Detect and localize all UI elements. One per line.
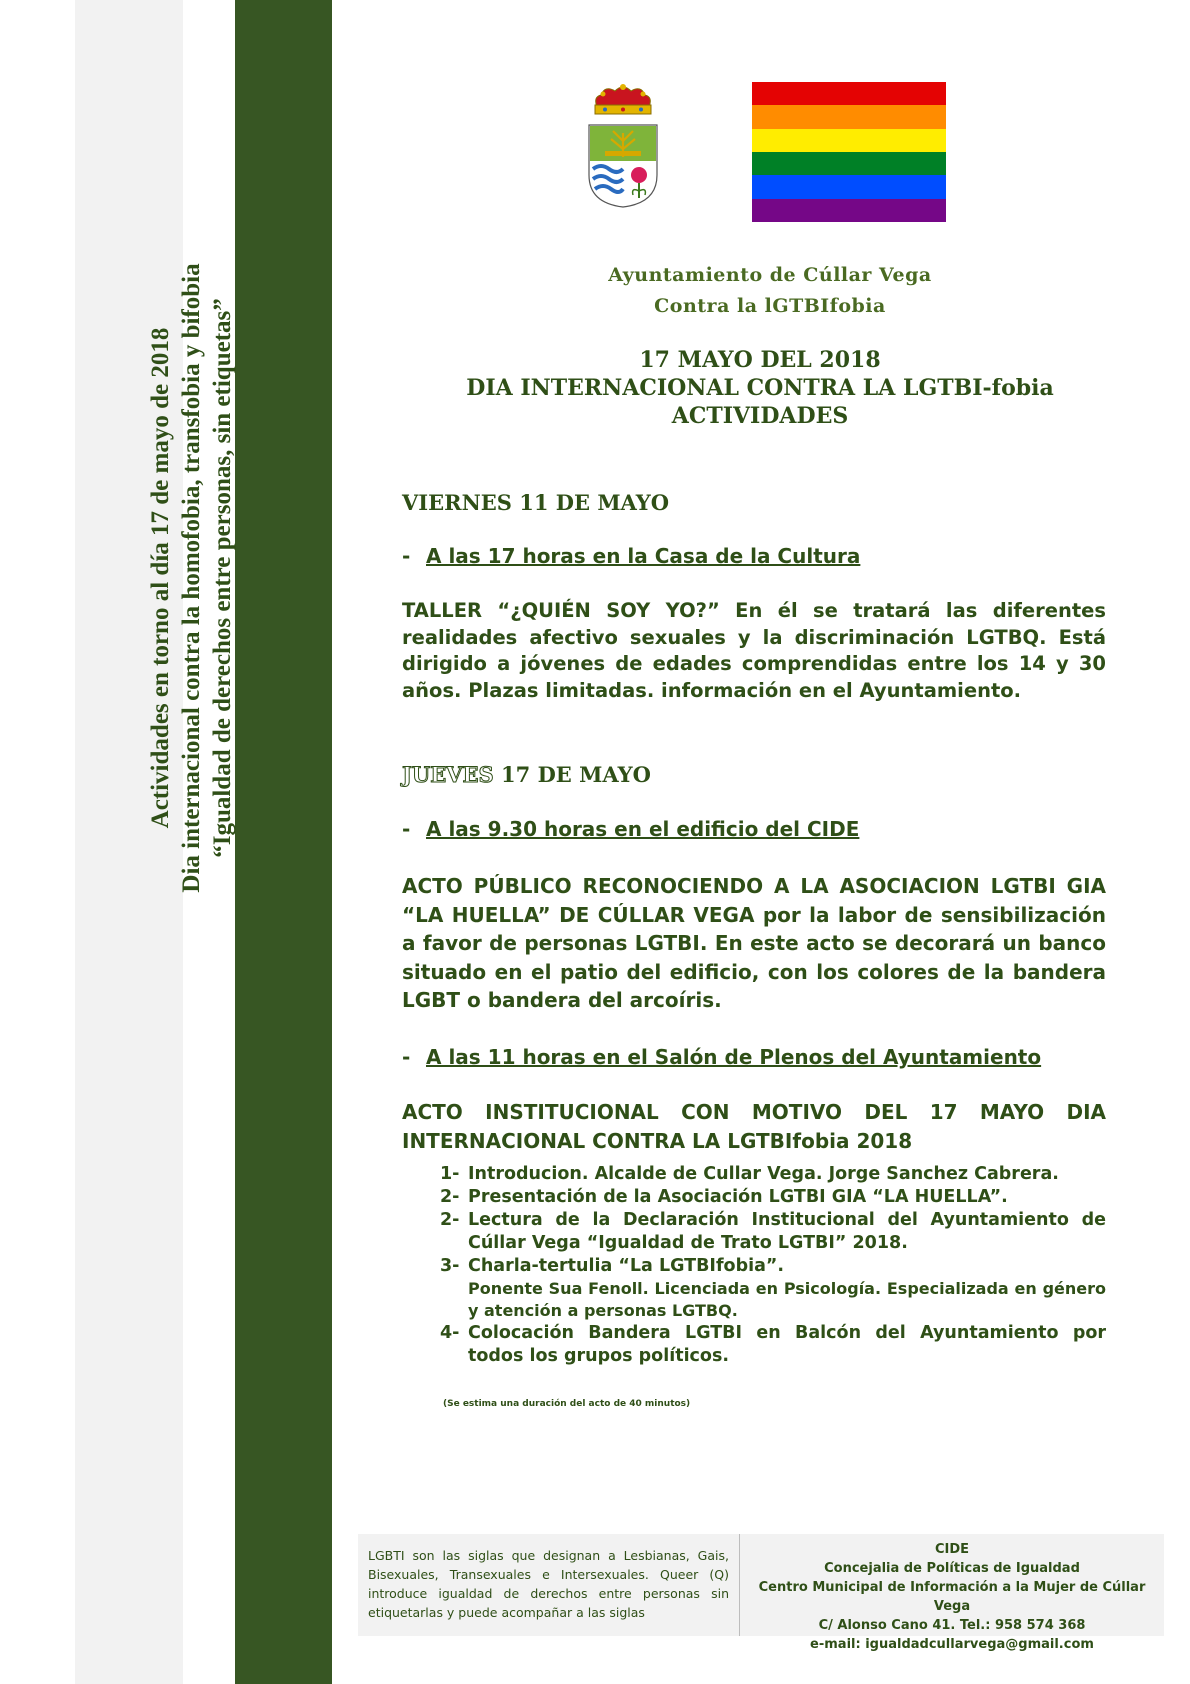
side-vertical-text [145, 8, 238, 1148]
friday-time-block [402, 544, 1106, 568]
org-line-2: Contra la lGTBIfobia [654, 295, 886, 317]
thursday-heading-word: JUEVES [402, 762, 494, 787]
thursday-act1: ACTO PÚBLICO RECONOCIENDO A LA ASOCIACION LGTBI GIA “LA HUELLA” DE CÚLLAR VEGA por la labor de sensibilización a favor de personas LGTBI. En este acto se decorará un banco situado en el patio del edificio, con los colores de la bandera LGBT o bandera del arcoíris. [402, 874, 1106, 1012]
flag-stripe [752, 175, 946, 198]
program-text: Introducion. Alcalde de Cullar Vega. Jorge Sanchez Cabrera. [468, 1164, 1059, 1184]
program-text-block [468, 1255, 1106, 1322]
thursday-act1-block [402, 872, 1106, 1015]
thursday-time1-block [402, 817, 1106, 841]
organization-header [560, 260, 980, 322]
event-titles [420, 346, 1100, 430]
footer-email: e-mail: igualdadcullarvega@gmail.com [810, 1637, 1094, 1652]
coat-of-arms-logo [583, 83, 663, 208]
program-item [440, 1163, 1106, 1186]
program-num: 1- [440, 1164, 460, 1184]
friday-description-block [402, 598, 1106, 704]
side-line-3: “Igualdad de derechos entre personas, sin etiquetas” [209, 298, 236, 858]
friday-heading: VIERNES 11 DE MAYO [402, 490, 670, 515]
thursday-heading-block [402, 762, 1106, 787]
org-line-1: Ayuntamiento de Cúllar Vega [608, 264, 932, 286]
thursday-time2: A las 11 horas en el Salón de Plenos del Ayuntamiento [426, 1045, 1042, 1069]
side-line-2: Dia internacional contra la homofobia, transfobia y bifobia [178, 263, 205, 893]
flag-stripe [752, 105, 946, 128]
program-num: 2- [440, 1210, 460, 1230]
duration-note: (Se estima una duración del acto de 40 minutos) [443, 1399, 691, 1409]
program-item [440, 1186, 1106, 1209]
list-dash: - [402, 1045, 411, 1069]
program-text: Presentación de la Asociación LGTBI GIA “LA HUELLA”. [468, 1187, 1008, 1207]
rainbow-flag [752, 82, 946, 222]
program-num: 4- [440, 1323, 460, 1343]
footer-address: C/ Alonso Cano 41. Tel.: 958 574 368 [818, 1618, 1086, 1633]
footer-acronym-explanation: LGBTI son las siglas que designan a Lesbianas, Gais, Bisexuales, Transexuales e Intersexuales. Queer (Q) introduce igualdad de derechos entre personas sin etiquetarlas y puede acompañar a las siglas [358, 1534, 740, 1636]
thursday-act2: ACTO INSTITUCIONAL CON MOTIVO DEL 17 MAYO DIA INTERNACIONAL CONTRA LA LGTBIfobia 2018 [402, 1100, 1106, 1153]
thursday-act2-block [402, 1098, 1106, 1155]
list-dash: - [402, 544, 411, 568]
program-num: 2- [440, 1187, 460, 1207]
program-item [440, 1255, 1106, 1322]
program-text: Charla-tertulia “La LGTBIfobia”. [468, 1256, 785, 1276]
friday-heading-block [402, 490, 1106, 515]
program-text: Colocación Bandera LGTBI en Balcón del Ayuntamiento por todos los grupos políticos. [468, 1323, 1106, 1366]
footer-cide: CIDE [934, 1542, 970, 1557]
footer-department: Concejalia de Políticas de Igualdad [824, 1561, 1080, 1576]
friday-description: TALLER “¿QUIÉN SOY YO?” En él se tratará las diferentes realidades afectivo sexuales y la discriminación LGTBQ. Está dirigido a jóvenes de edades comprendidas entre los 14 y 30 años. Plazas limitadas. información en el Ayuntamiento. [402, 599, 1106, 702]
side-line-1: Actividades en torno al día 17 de mayo de 2018 [147, 327, 174, 829]
program-item [440, 1209, 1106, 1255]
flag-stripe [752, 129, 946, 152]
flag-stripe [752, 82, 946, 105]
title-activities: ACTIVIDADES [671, 403, 849, 429]
flag-stripe [752, 199, 946, 222]
green-band [235, 0, 332, 1684]
footer-center: Centro Municipal de Información a la Mujer de Cúllar Vega [758, 1580, 1146, 1614]
footer-box [358, 1534, 1164, 1652]
thursday-time2-block [402, 1045, 1106, 1069]
title-date: 17 MAYO DEL 2018 [639, 347, 881, 373]
thursday-time1: A las 9.30 horas en el edificio del CIDE [426, 817, 860, 841]
program-num: 3- [440, 1256, 460, 1276]
thursday-time2-line [402, 1045, 1106, 1069]
thursday-heading-date: 17 DE MAYO [501, 762, 651, 787]
footer-contact [740, 1534, 1164, 1652]
flag-stripe [752, 152, 946, 175]
friday-time-line [402, 544, 1106, 568]
program-text: Lectura de la Declaración Institucional del Ayuntamiento de Cúllar Vega “Igualdad de Trato LGTBI” 2018. [468, 1210, 1106, 1253]
list-dash: - [402, 817, 411, 841]
title-day: DIA INTERNACIONAL CONTRA LA LGTBI-fobia [466, 375, 1054, 401]
friday-time: A las 17 horas en la Casa de la Cultura [426, 544, 861, 568]
program-subtext: Ponente Sua Fenoll. Licenciada en Psicología. Especializada en género y atención a personas LGTBQ. [468, 1279, 1106, 1320]
program-list [440, 1163, 1106, 1368]
thursday-heading [402, 762, 1106, 787]
program-item [440, 1322, 1106, 1368]
thursday-time1-line [402, 817, 1106, 841]
